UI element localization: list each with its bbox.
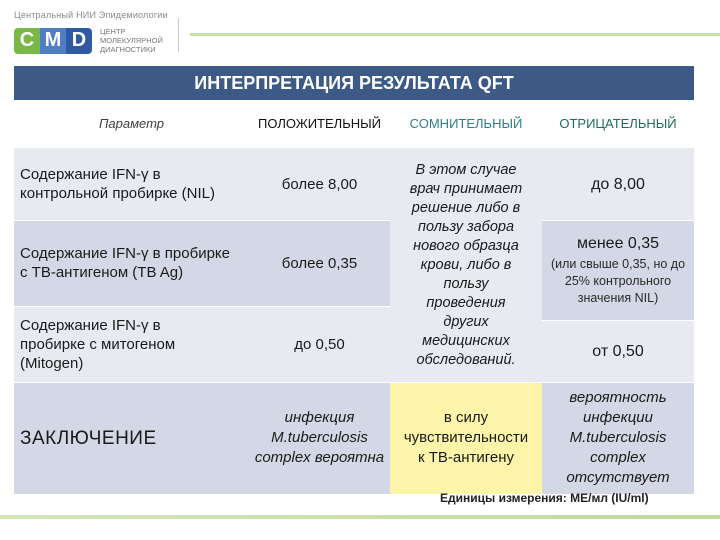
- row-nil-positive: [249, 148, 390, 220]
- row-mitogen-positive: [249, 306, 390, 382]
- units-note: Единицы измерения: МЕ/мл (IU/ml): [440, 491, 649, 505]
- row-mitogen-negative-value: от 0,50: [592, 342, 644, 360]
- conclusion-positive-text: инфекция M.tuberculosis complex вероятна: [254, 409, 385, 466]
- cmd-logo: [14, 27, 170, 54]
- conclusion-negative-text: вероятность инфекции M.tuberculosis complex отсутствует: [566, 389, 670, 486]
- row-separator: [542, 220, 694, 221]
- bottom-accent-line: [0, 515, 720, 519]
- row-separator: [14, 382, 694, 383]
- doubtful-explanation: В этом случае врач принимает решение либо в пользу забора нового образца крови, либо в пользу проведения других медицинских обследований.: [409, 161, 523, 368]
- row-nil-negative-value: до 8,00: [591, 175, 645, 193]
- logo-letter-d: D: [66, 28, 92, 54]
- row-tbag-positive-value: более 0,35: [281, 254, 358, 272]
- table-title: ИНТЕРПРЕТАЦИЯ РЕЗУЛЬТАТА QFT: [14, 66, 694, 100]
- row-tbag-param: [14, 220, 249, 306]
- logo-subtitle: ЦЕНТР МОЛЕКУЛЯРНОЙ ДИАГНОСТИКИ: [100, 27, 163, 54]
- logo-letter-c: C: [14, 28, 40, 54]
- conclusion-negative: [542, 382, 694, 494]
- header-doubtful-label: СОМНИТЕЛЬНЫЙ: [409, 116, 523, 131]
- header-positive: [249, 100, 390, 148]
- logo-letters: [14, 28, 92, 54]
- doubtful-merged-cell: [390, 148, 542, 382]
- logo-divider: [178, 18, 179, 52]
- header-negative-label: ОТРИЦАТЕЛЬНЫЙ: [559, 116, 677, 131]
- row-nil-positive-value: более 8,00: [281, 175, 358, 193]
- row-mitogen-param-text: Содержание IFN-γ в пробирке с митогеном (Mitogen): [20, 316, 176, 372]
- header-doubtful: [390, 100, 542, 148]
- header-positive-label: ПОЛОЖИТЕЛЬНЫЙ: [258, 116, 381, 131]
- row-separator: [14, 220, 390, 221]
- header-param-label: Параметр: [98, 116, 165, 131]
- row-nil-param-text: Содержание IFN-γ в контрольной пробирке (NIL): [20, 166, 216, 202]
- conclusion-doubtful-text: в силу чувствительности к ТВ-антигену: [403, 409, 529, 466]
- row-tbag-positive: [249, 220, 390, 306]
- row-mitogen-positive-value: до 0,50: [294, 335, 345, 353]
- conclusion-label-cell: [14, 382, 249, 494]
- conclusion-label: ЗАКЛЮЧЕНИЕ: [20, 427, 157, 449]
- header-negative: [542, 100, 694, 148]
- conclusion-doubtful: [390, 382, 542, 494]
- row-separator: [542, 320, 694, 321]
- qft-interpretation-table: [14, 66, 694, 494]
- row-nil-negative: [542, 148, 694, 220]
- conclusion-positive: [249, 382, 390, 494]
- header-param: [14, 100, 249, 148]
- row-tbag-negative-note: (или свыше 0,35, но до 25% контрольного значения NIL): [550, 256, 686, 305]
- row-tbag-negative: [542, 220, 694, 320]
- row-nil-param: [14, 148, 249, 220]
- row-mitogen-negative: [542, 320, 694, 382]
- logo-letter-m: M: [40, 28, 66, 54]
- row-separator: [14, 306, 390, 307]
- row-mitogen-param: [14, 306, 249, 382]
- institute-name: Центральный НИИ Эпидемиологии: [14, 10, 168, 20]
- row-tbag-param-text: Содержание IFN-γ в пробирке с ТВ-антигеном (TB Ag): [20, 245, 230, 281]
- row-tbag-negative-value: менее 0,35: [576, 234, 660, 252]
- top-accent-line: [190, 33, 720, 36]
